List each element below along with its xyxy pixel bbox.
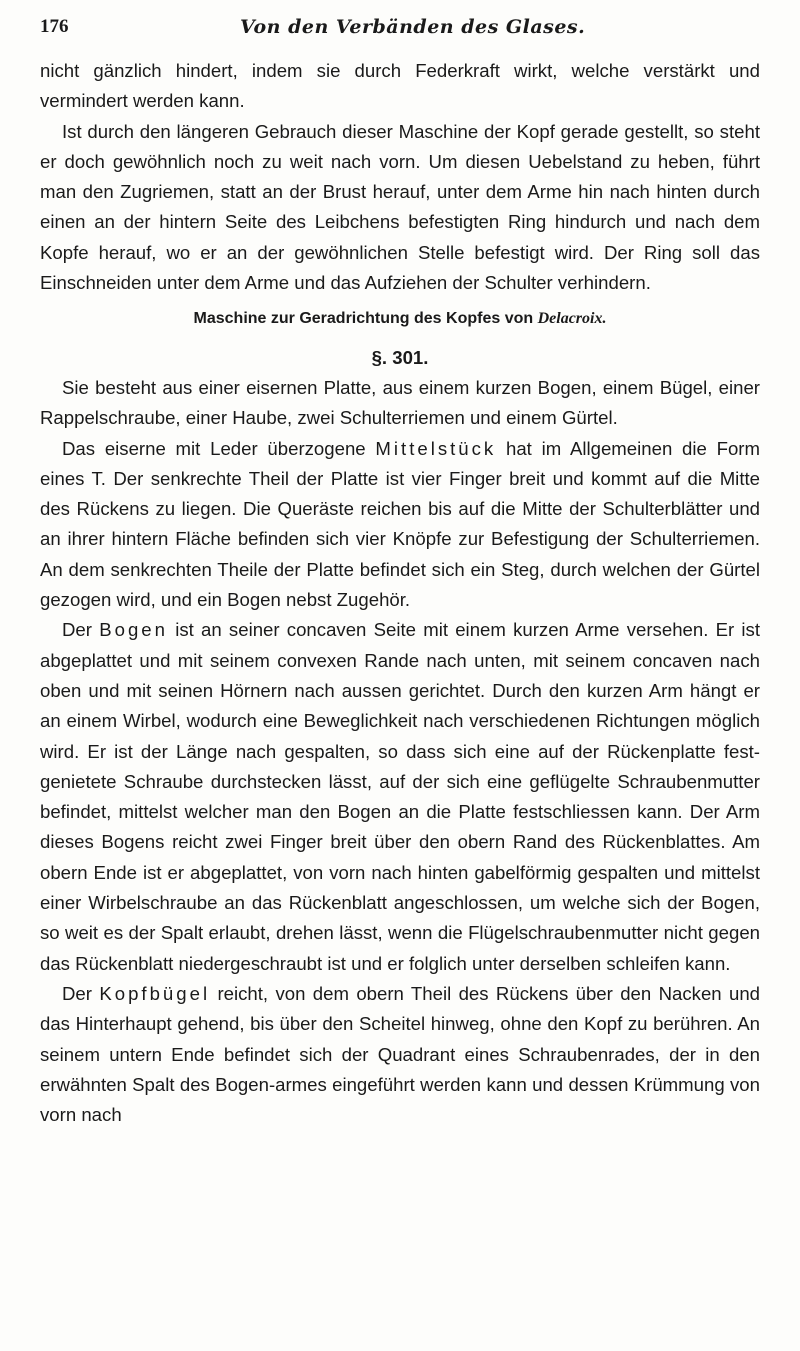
paragraph-text: Das eiserne mit Leder überzogene xyxy=(62,437,366,459)
section-number: §. 301. xyxy=(371,346,429,368)
term-emphasis: Mittelstück xyxy=(375,437,497,459)
page-number: 176 xyxy=(40,16,69,37)
paragraph: Sie besteht aus einer eisernen Platte, aus einem kurzen Bogen, einem Bügel, einer Rappelschraube, einer Haube, zwei Schulterriemen und einem Gürtel. xyxy=(40,376,760,429)
paragraph xyxy=(40,979,760,1130)
paragraph-text: Der xyxy=(62,982,92,1004)
paragraph xyxy=(40,434,760,616)
term-emphasis: Bogen xyxy=(99,619,168,641)
paragraph-text: hat im Allgemeinen die Form eines T. Der senkrechte Theil der Platte ist vier Finger breit und kommt auf die Mitte des Rückens zu liegen. Die Queräste reichen bis auf die Mitte der Schulterblätter und an ihrer hintern Fläche befinden sich vier Knöpfe zur Befestigung der Schulterriemen. An dem senkrechten Theile der Platte befindet sich ein Steg, durch welchen der Gürtel gezogen wird, und ein Bogen nebst Zugehör. xyxy=(40,437,760,611)
paragraph xyxy=(40,615,760,979)
paragraph: nicht gänzlich hindert, indem sie durch Federkraft wirkt, welche verstärkt und vermindert werden kann. xyxy=(40,60,760,112)
paragraph-text: reicht, von dem obern Theil des Rückens über den Nacken und das Hinterhaupt gehend, bis über den Scheitel hinweg, ohne den Kopf zu berühren. An seinem untern Ende befindet sich der Quadrant eines Schraubenrades, der in den erwähnten Spalt des Bogen-armes eingeführt werden kann und dessen Krümmung von vorn nach xyxy=(40,982,761,1126)
term-emphasis: Kopfbügel xyxy=(99,982,211,1004)
body-text xyxy=(40,56,760,1130)
figure-caption xyxy=(40,304,760,334)
running-title: Von den Verbänden des Glases. xyxy=(240,16,586,38)
paragraph-text: ist an seiner concaven Seite mit einem kurzen Arme versehen. Er ist abgeplattet und mit seinem convexen Rande nach unten, mit seinem concaven nach oben und mit seinen Hörnern nach aussen gerichtet. Durch den kurzen Arm hängt er an einem Wirbel, wodurch eine Beweglichkeit nach verschiedenen Richtungen möglich wird. Er ist der Länge nach gespalten, so dass sich eine auf der Rückenplatte fest-genietete Schraube durchstecken lässt, auf der sich eine geflügelte Schraubenmutter befindet, mittelst welcher man den Bogen an die Platte festschliessen kann. Der Arm dieses Bogens reicht zwei Finger breit über den obern Rand des Rückenblattes. Am obern Ende ist er abgeplattet, von vorn nach hinten gabelförmig gespalten und mittelst einer Wirbelschraube an das Rückenblatt angeschlossen, um welche sich der Bogen, so weit es der Spalt erlaubt, drehen lässt, wenn die Flügelschraubenmutter nicht gegen das Rückenblatt niedergeschraubt ist und er folglich unter derselben schleifen kann. xyxy=(40,619,761,974)
paragraph: Ist durch den längeren Gebrauch dieser Maschine der Kopf gerade gestellt, so steht er doch gewöhnlich noch zu weit nach vorn. Um diesen Uebelstand zu heben, führt man den Zugriemen, statt an der Brust herauf, unter dem Arme hin nach hinten durch einen an der hintern Seite des Leibchens befestigten Ring hindurch und nach dem Kopfe herauf, wo er an der gewöhnlichen Stelle befestigt wird. Der Ring soll das Einschneiden unter dem Arme und das Aufziehen der Schulter verhindern. xyxy=(40,120,760,294)
caption-author: Delacroix. xyxy=(537,310,607,328)
caption-text: Maschine zur Geradrichtung des Kopfes von xyxy=(193,310,534,328)
running-head xyxy=(40,16,760,44)
paragraph-text: Der xyxy=(62,619,92,641)
